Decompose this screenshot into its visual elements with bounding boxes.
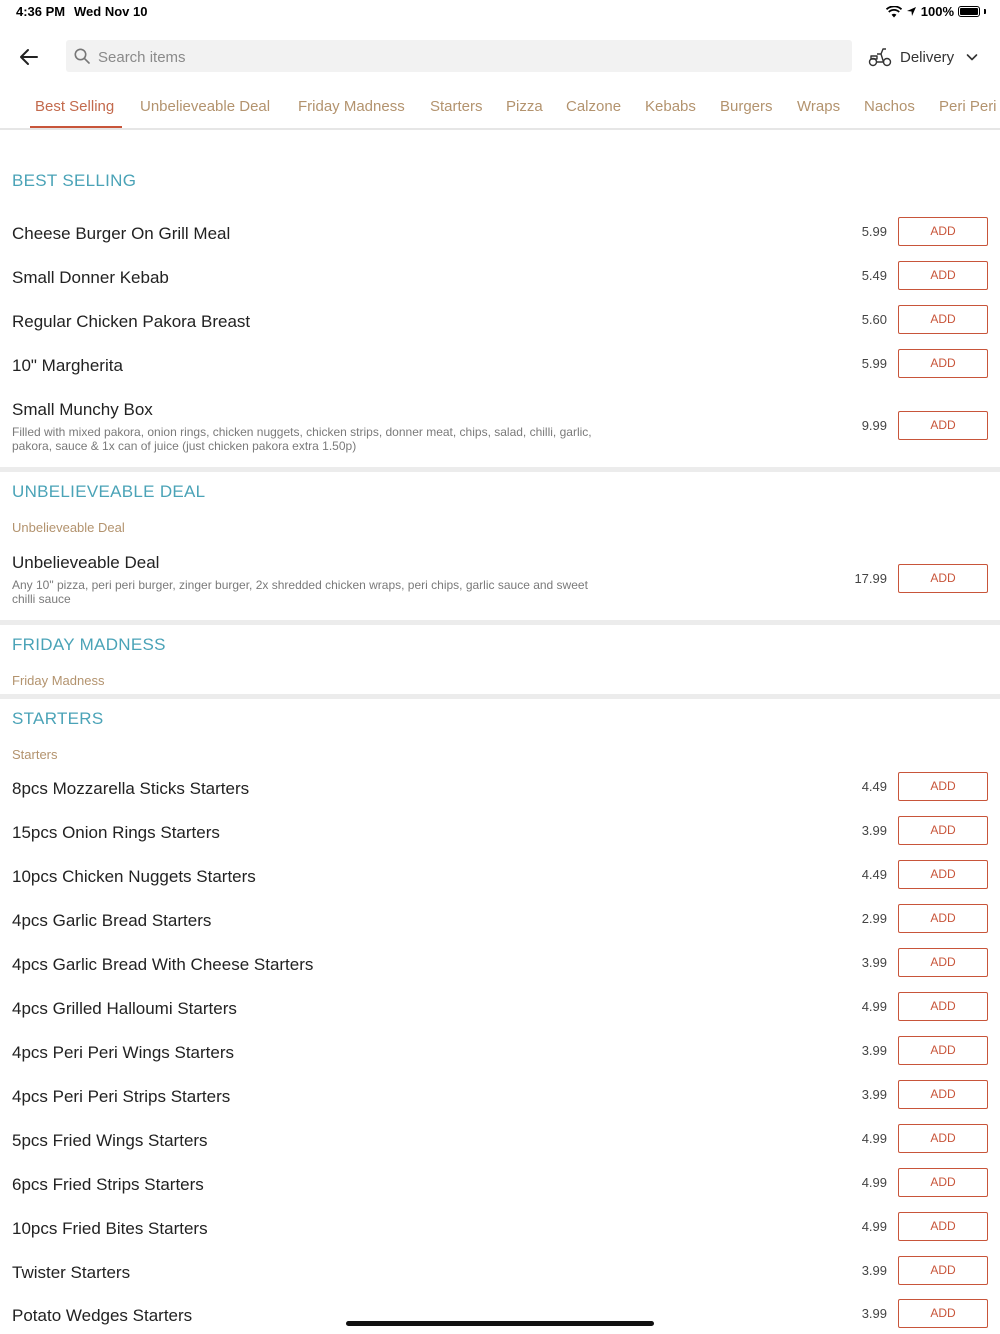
menu-item-price: 3.99 (861, 823, 887, 838)
home-indicator[interactable] (346, 1321, 654, 1326)
tab-calzone[interactable]: Calzone (566, 98, 622, 115)
menu-item-price: 4.49 (861, 779, 887, 794)
menu-item-price: 3.99 (861, 1306, 887, 1321)
add-button[interactable]: ADD (898, 904, 988, 933)
menu-item-name[interactable]: 5pcs Fried Wings Starters (12, 1131, 208, 1150)
menu-item-name[interactable]: 8pcs Mozzarella Sticks Starters (12, 779, 250, 798)
location-arrow-icon (906, 6, 917, 17)
menu-item-name[interactable]: 10pcs Chicken Nuggets Starters (12, 867, 256, 886)
tab-wraps[interactable]: Wraps (797, 98, 841, 115)
menu-item-description: Any 10" pizza, peri peri burger, zinger burger, 2x shredded chicken wraps, peri chips, garlic sauce and sweet chilli sauce (12, 578, 588, 606)
menu-item-price: 17.99 (854, 571, 887, 586)
menu-item-price: 3.99 (861, 955, 887, 970)
menu-item-name[interactable]: 6pcs Fried Strips Starters (12, 1175, 204, 1194)
search-icon (74, 48, 90, 64)
add-button[interactable]: ADD (898, 261, 988, 290)
tab-friday-madness[interactable]: Friday Madness (298, 98, 405, 115)
menu-item-name[interactable]: 4pcs Garlic Bread Starters (12, 911, 212, 930)
menu-item-price: 4.99 (861, 999, 887, 1014)
add-button[interactable]: ADD (898, 772, 988, 801)
menu-item-name[interactable]: 4pcs Peri Peri Strips Starters (12, 1087, 231, 1106)
add-button[interactable]: ADD (898, 1168, 988, 1197)
add-button[interactable]: ADD (898, 411, 988, 440)
status-date: Wed Nov 10 (74, 4, 148, 19)
add-button[interactable]: ADD (898, 1036, 988, 1065)
tab-burgers[interactable]: Burgers (720, 98, 773, 115)
add-button[interactable]: ADD (898, 860, 988, 889)
section-title-unbelieveable-deal: UNBELIEVEABLE DEAL (12, 482, 206, 501)
search-bar[interactable] (66, 40, 852, 72)
tab-peri-peri[interactable]: Peri Peri (939, 98, 997, 115)
add-button[interactable]: ADD (898, 1256, 988, 1285)
section-subtitle: Unbelieveable Deal (12, 520, 125, 535)
menu-item-price: 5.99 (861, 356, 887, 371)
menu-item-name[interactable]: Small Donner Kebab (12, 268, 169, 287)
search-input[interactable] (96, 40, 840, 74)
menu-item-name[interactable]: Cheese Burger On Grill Meal (12, 224, 231, 243)
section-title-starters: STARTERS (12, 709, 104, 728)
back-arrow-icon[interactable] (16, 44, 42, 70)
menu-item-price: 9.99 (861, 418, 887, 433)
delivery-mode-select[interactable] (868, 42, 984, 72)
delivery-label: Delivery (900, 48, 955, 66)
menu-item-price: 3.99 (861, 1043, 887, 1058)
add-button[interactable]: ADD (898, 992, 988, 1021)
tab-best-selling[interactable]: Best Selling (35, 98, 115, 115)
menu-item-price: 4.99 (861, 1175, 887, 1190)
section-title-friday-madness: FRIDAY MADNESS (12, 635, 166, 654)
add-button[interactable]: ADD (898, 1212, 988, 1241)
menu-item-name[interactable]: Potato Wedges Starters (12, 1306, 193, 1325)
add-button[interactable]: ADD (898, 816, 988, 845)
tab-unbelieveable-deal[interactable]: Unbelieveable Deal (140, 98, 271, 115)
tab-nachos[interactable]: Nachos (864, 98, 915, 115)
menu-item-name[interactable]: Twister Starters (12, 1263, 131, 1282)
battery-percent: 100% (920, 4, 954, 19)
menu-item-price: 5.60 (861, 312, 887, 327)
tab-kebabs[interactable]: Kebabs (645, 98, 696, 115)
menu-item-name[interactable]: Regular Chicken Pakora Breast (12, 312, 251, 331)
add-button[interactable]: ADD (898, 1080, 988, 1109)
menu-item-name[interactable]: 4pcs Peri Peri Wings Starters (12, 1043, 235, 1062)
add-button[interactable]: ADD (898, 1299, 988, 1328)
header (0, 34, 1000, 78)
add-button[interactable]: ADD (898, 349, 988, 378)
menu-item-name[interactable]: Small Munchy Box (12, 400, 153, 419)
status-time: 4:36 PM (16, 4, 66, 19)
add-button[interactable]: ADD (898, 217, 988, 246)
battery-icon (958, 6, 980, 17)
menu-item-name[interactable]: 4pcs Grilled Halloumi Starters (12, 999, 237, 1018)
status-indicators (886, 4, 986, 19)
menu-item-price: 3.99 (861, 1263, 887, 1278)
menu-item-price: 4.49 (861, 867, 887, 882)
tab-pizza[interactable]: Pizza (506, 98, 543, 115)
menu-item-name[interactable]: 10" Margherita (12, 356, 123, 375)
tab-starters[interactable]: Starters (430, 98, 483, 115)
menu-item-price: 4.99 (861, 1131, 887, 1146)
status-bar (0, 0, 1000, 24)
menu-item-price: 2.99 (861, 911, 887, 926)
wifi-icon (886, 6, 902, 18)
section-title-best-selling: BEST SELLING (12, 171, 137, 190)
menu-item-name[interactable]: 4pcs Garlic Bread With Cheese Starters (12, 955, 314, 974)
section-subtitle: Friday Madness (12, 673, 105, 688)
active-tab-indicator (30, 126, 122, 129)
menu-item-price: 3.99 (861, 1087, 887, 1102)
section-divider (0, 694, 1000, 699)
section-divider (0, 467, 1000, 472)
menu-item-price: 5.99 (861, 224, 887, 239)
scooter-icon (868, 46, 892, 68)
menu-item-price: 5.49 (861, 268, 887, 283)
section-subtitle: Starters (12, 747, 58, 762)
chevron-down-icon (966, 51, 978, 63)
section-divider (0, 620, 1000, 625)
menu-item-name[interactable]: 15pcs Onion Rings Starters (12, 823, 220, 842)
add-button[interactable]: ADD (898, 1124, 988, 1153)
menu-item-name[interactable]: Unbelieveable Deal (12, 553, 160, 572)
menu-item-name[interactable]: 10pcs Fried Bites Starters (12, 1219, 208, 1238)
menu-item-description: Filled with mixed pakora, onion rings, chicken nuggets, chicken strips, donner meat, chips, salad, chilli, garlic, pakora, sauce & 1x can of juice (just chicken pakora extra 1.50p) (12, 425, 592, 453)
add-button[interactable]: ADD (898, 948, 988, 977)
category-tabs (0, 86, 1000, 130)
battery-tip (984, 9, 986, 14)
add-button[interactable]: ADD (898, 305, 988, 334)
menu-item-price: 4.99 (861, 1219, 887, 1234)
add-button[interactable]: ADD (898, 564, 988, 593)
